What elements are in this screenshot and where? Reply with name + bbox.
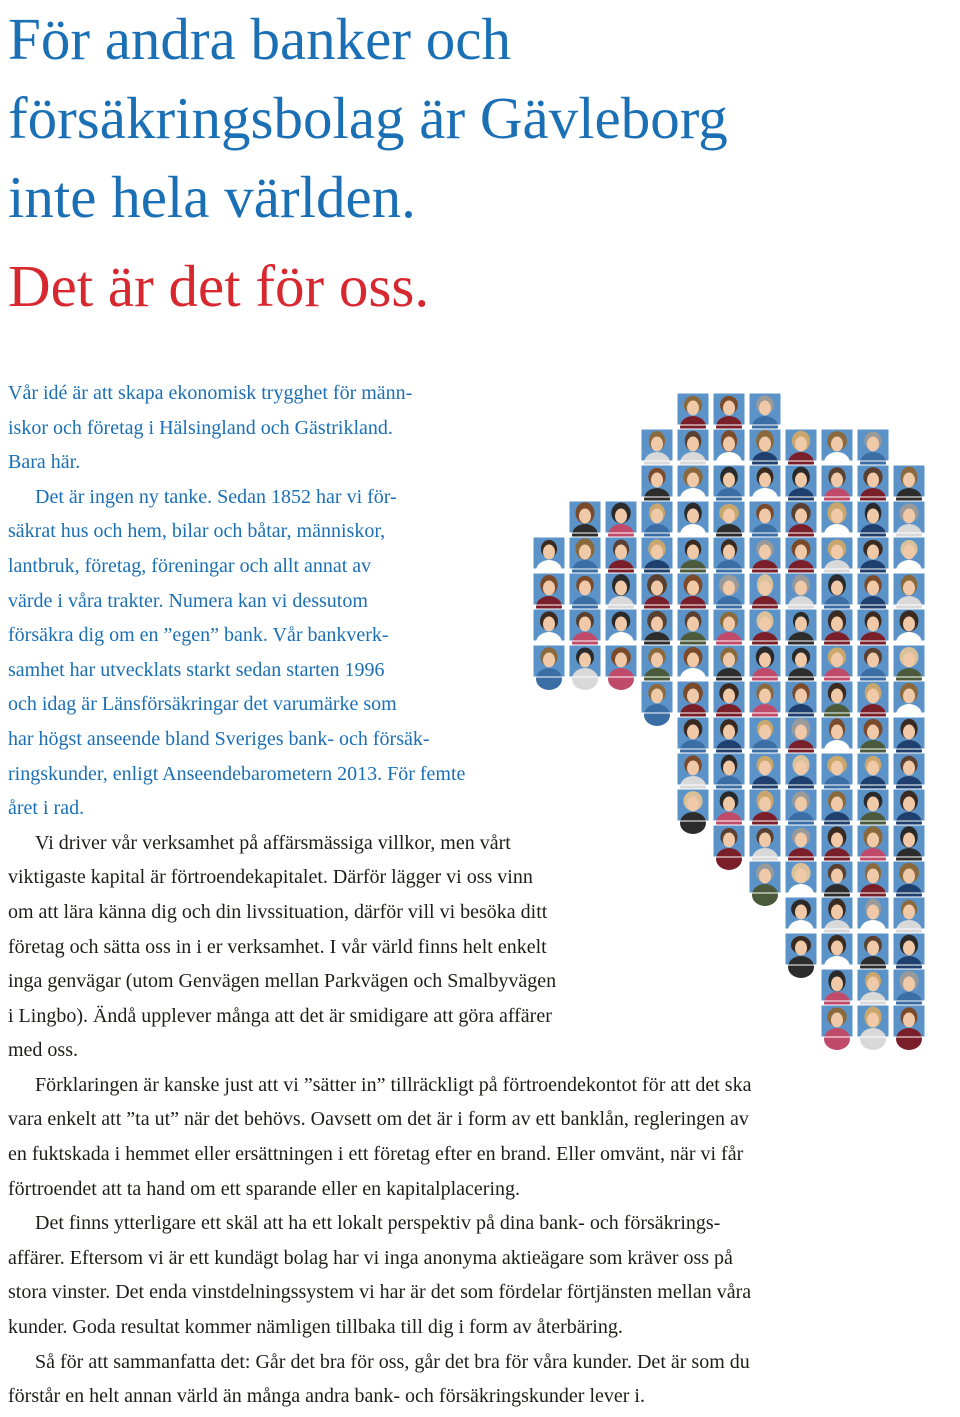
body-line: i Lingbo). Ändå upplever många att det är smidigare att göra affärer — [8, 1004, 552, 1027]
body-line: och idag är Länsförsäkringar det varumärke som — [8, 693, 397, 716]
body-line: med oss. — [8, 1039, 78, 1062]
portrait-tile — [821, 1005, 853, 1050]
body-line: Det finns ytterligare ett skäl att ha ett lokalt perspektiv på dina bank- och försäkrings- — [35, 1212, 721, 1235]
body-line: Bara här. — [8, 451, 81, 474]
body-line: företag och sätta oss in i er verksamhet. I vår värld finns helt enkelt — [8, 935, 547, 958]
body-line: förtroendet att ta hand om ett sparande eller en kapitalplacering. — [8, 1177, 521, 1200]
body-line: förstår en helt annan värld än många andra bank- och försäkringskunder lever i. — [8, 1385, 645, 1408]
body-line: kunder. Goda resultat kommer nämligen tillbaka till dig i form av återbäring. — [8, 1316, 623, 1339]
body-line: försäkra dig om en ”egen” bank. Vår bankverk- — [8, 624, 389, 647]
portrait-tile — [893, 1005, 925, 1050]
portrait-tile — [749, 861, 781, 906]
body-line: Vår idé är att skapa ekonomisk trygghet för männ- — [8, 382, 413, 404]
body-text — [8, 376, 751, 1414]
body-line: om att lära känna dig och din livssituation, därför vill vi besöka ditt — [8, 900, 548, 923]
body-line: Vi driver vår verksamhet på affärsmässiga villkor, men vårt — [35, 831, 511, 854]
body-line: ringskunder, enligt Anseendebarometern 2013. För femte — [8, 762, 466, 785]
body-line: Det är ingen ny tanke. Sedan 1852 har vi för- — [35, 485, 397, 508]
body-line: värde i våra trakter. Numera kan vi dessutom — [8, 589, 368, 612]
body-line: Så för att sammanfatta det: Går det bra för oss, går det bra för våra kunder. Det är som du — [35, 1350, 750, 1373]
body-line: har högst anseende bland Sveriges bank- och försäk- — [8, 727, 430, 750]
body-line: en fuktskada i hemmet eller ersättningen i ett företag efter en brand. Eller omvänt, när vi får — [8, 1143, 744, 1166]
body-line: viktigaste kapital är förtroendekapitalet. Därför lägger vi oss vinn — [8, 866, 533, 889]
body-line: säkrat hus och hem, bilar och båtar, människor, — [8, 520, 386, 543]
body-line: stora vinster. Det enda vinstdelningssystem vi har är det som fördelar förtjänsten mellan våra — [8, 1281, 752, 1304]
body-line: samhet har utvecklats starkt sedan starten 1996 — [8, 658, 385, 681]
body-line: affärer. Eftersom vi är ett kundägt bolag har vi inga anonyma aktieägare som kräver oss på — [8, 1246, 733, 1269]
portrait-tile — [857, 1005, 889, 1050]
headline-line-4: Det är det för oss. — [8, 253, 430, 319]
body-line: inga genvägar (utom Genvägen mellan Parkvägen och Smalbyvägen — [8, 970, 557, 993]
portrait-tile — [785, 933, 817, 978]
headline-line-2: försäkringsbolag är Gävleborg — [8, 85, 728, 151]
headline-line-3: inte hela världen. — [8, 164, 416, 230]
body-line: året i rad. — [8, 797, 85, 820]
body-line: Förklaringen är kanske just att vi ”sätter in” tillräckligt på förtroendekontot för att det ska — [35, 1073, 752, 1096]
headline-line-1: För andra banker och — [8, 6, 511, 72]
body-line: lantbruk, företag, föreningar och allt annat av — [8, 554, 372, 577]
body-line: vara enkelt att ”ta ut” när det behövs. Oavsett om det är i form av ett banklån, regleringen av — [8, 1108, 749, 1131]
body-line: iskor och företag i Hälsingland och Gästrikland. — [8, 416, 393, 439]
